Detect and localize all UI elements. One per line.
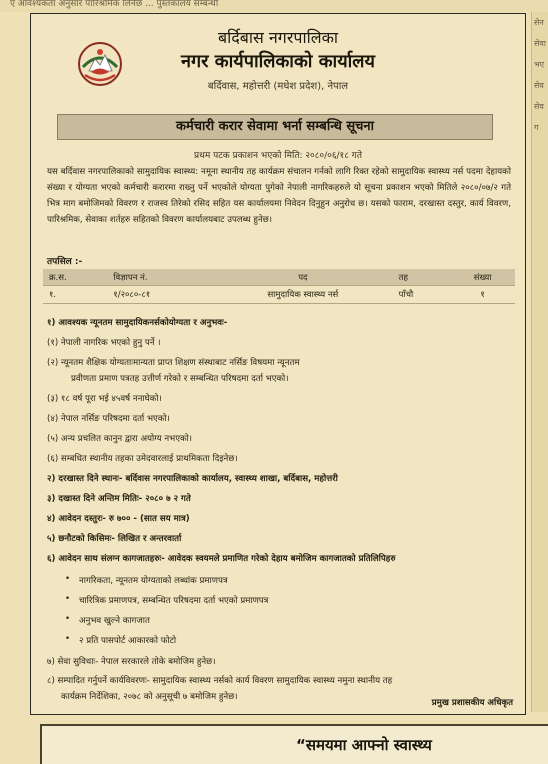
table-header-row xyxy=(43,269,515,286)
right-strip xyxy=(531,12,548,712)
section-2: २) दरखास्त दिने स्थानः- बर्दिवास नगरपालिकाको कार्यालय, स्वास्थ्य शाखा, बर्दिबास, महोत्तरी xyxy=(47,474,338,484)
right-strip-text: सेव xyxy=(534,81,544,90)
top-strip xyxy=(0,0,548,12)
section-1-item: (५) अन्य प्रचलित कानुन द्वारा अयोग्य नभएको। xyxy=(47,434,193,444)
top-strip-text: ए आवश्यकता अनुसार पारिश्रमिक लिनेछ ... पुस्तकालय सम्बन्धी xyxy=(10,0,219,9)
table-cell: १/२०८०-८१ xyxy=(107,286,213,304)
office-address: बर्दिवास, महोत्तरी (मधेश प्रदेश), नेपाल xyxy=(207,81,349,92)
table-header-cell: पद xyxy=(213,269,392,286)
table-header-cell: क्र.स. xyxy=(43,269,107,286)
section-8-line: ८) सम्पादित गर्नुपर्ने कार्यविवरणः- सामुदायिक स्वास्थ्य नर्सको कार्य विवरण सामुदायिक स्वास्थ्य नमुना स्थानीय तह xyxy=(47,676,393,686)
table-cell: १. xyxy=(43,286,107,304)
table-header-cell: विज्ञापन नं. xyxy=(107,269,213,286)
intro-paragraph: यस बर्दिवास नगरपालिकाको सामुदायिक स्वास्थ्य: नमूना स्थानीय तह कार्यक्रम संचालन गर्नको लागि रिक्त रहेको सामुदायिक स्वास्थ्य नर्स पदमा देहायको संख्या र योग्यता भएको कर्मचारी करारमा राख्नु पर्ने भएकोले योग्यता पुगेको नेपाली नागरिकहरुले यो सूचना प्रकाशन भएको मितिले २०८०/०७/२ गते भित्र माग बमोजिमको विवरण र राजस्व तिरेको रसिद सहित यस कार्यालयमा निवेदन दिनुहुन अनुरोध छ। यसको फाराम, दरखास्त दस्तुर, कार्य विवरण, पारिश्रमिक, सेवाका शर्तहरु सहितको विवरण कार्यालयबाट उपलब्ध हुनेछ। xyxy=(47,167,511,225)
right-strip-text: ग xyxy=(534,123,539,132)
section-1-item: (४) नेपाल नर्सिङ परिषदमा दर्ता भएको। xyxy=(47,414,170,424)
footer-banner xyxy=(40,724,548,764)
section-1-item: (६) सम्बधित स्थानीय तहका उमेदवारलाई प्राथमिकता दिइनेछ। xyxy=(47,454,238,464)
right-strip-text: भए xyxy=(534,60,545,69)
section-1-heading: १) आवश्यक न्यूनतम सामुदायिकनर्सकोयोग्यता र अनुभवः- xyxy=(47,318,228,328)
section-7: ७) सेवा सुविधाः- नेपाल सरकारले तोके बमोजिम हुनेछ। xyxy=(47,657,216,667)
signature-title: प्रमुख प्रशासकीय अधिकृत xyxy=(431,698,513,708)
details-label: तपसिल :- xyxy=(47,257,83,267)
section-1-item: (१) नेपाली नागरिक भएको हुनु पर्ने । xyxy=(47,338,161,348)
section-5: ५) छनौटको किसिमः- लिखित र अन्तरवार्ता xyxy=(47,534,182,544)
section-1-item: (३) १८ वर्ष पूरा भई ४५वर्ष ननाघेको। xyxy=(47,394,162,404)
municipality-name: बर्दिबास नगरपालिका xyxy=(217,28,339,47)
table-header-cell: तह xyxy=(393,269,451,286)
notice-title: कर्मचारी करार सेवामा भर्ना सम्बन्धि सूचना xyxy=(57,114,493,140)
section-4: ४) आवेदन दस्तुरः- रु ७०० - (सात सय मात्र) xyxy=(47,514,190,524)
table-cell: पाँचौ xyxy=(393,286,451,304)
right-strip-text: सेन xyxy=(534,18,544,27)
section-6-heading: ६) आवेदन साथ संलग्न कागजातहरुः- आवेदक स्वयमले प्रमाणित गरेको देहाय बमोजिम कागजातको प्रतिलिपिहरु xyxy=(47,554,396,564)
footer-slogan: “समयमा आफ्नो स्वास्थ्य xyxy=(296,736,432,754)
section-8-line: कार्यक्रम निर्देशिका, २०७८ को अनुसूची ७ बमोजिम हुनेछ। xyxy=(61,692,238,702)
document-list-item: • चारित्रिक प्रमाणपत्र, सम्बन्धित परिषदमा दर्ता भएको प्रमाणपत्र xyxy=(79,594,268,606)
notice-document xyxy=(30,13,526,715)
table-row xyxy=(43,286,515,304)
section-1-item: (२) न्यूनतम शैक्षिक योग्यताःमान्यता प्राप्त शिक्षण संस्थाबाट नर्सिङ विषयमा न्यूनतम xyxy=(47,358,300,368)
document-list-item: • २ प्रति पासपोर्ट आकारको फोटो xyxy=(79,634,176,646)
publication-date: प्रथम पटक प्रकाशन भएको मिति: २०८०/०६/१८ गते xyxy=(194,151,362,161)
section-1-item: प्रवीणता प्रमाण पत्रतह उत्तीर्ण गरेको र सम्बन्धित परिषदमा दर्ता भएको। xyxy=(71,374,289,384)
table-cell: १ xyxy=(450,286,515,304)
right-strip-text: सेवा xyxy=(534,39,546,48)
vacancy-table xyxy=(43,269,515,304)
office-name: नगर कार्यपालिकाको कार्यालय xyxy=(181,51,375,72)
section-3: ३) दखास्त दिने अन्तिम मितिः- २०८० ७ २ गते xyxy=(47,494,191,504)
document-list-item: • अनुभव खुल्ने कागजात xyxy=(79,614,150,626)
table-cell: सामुदायिक स्वास्थ्य नर्स xyxy=(213,286,392,304)
table-header-cell: संख्या xyxy=(450,269,515,286)
document-list-item: • नागरिकता, न्यूनतम योग्यताको लब्धांक प्रमाणपत्र xyxy=(79,574,228,586)
right-strip-text: सेव xyxy=(534,102,544,111)
